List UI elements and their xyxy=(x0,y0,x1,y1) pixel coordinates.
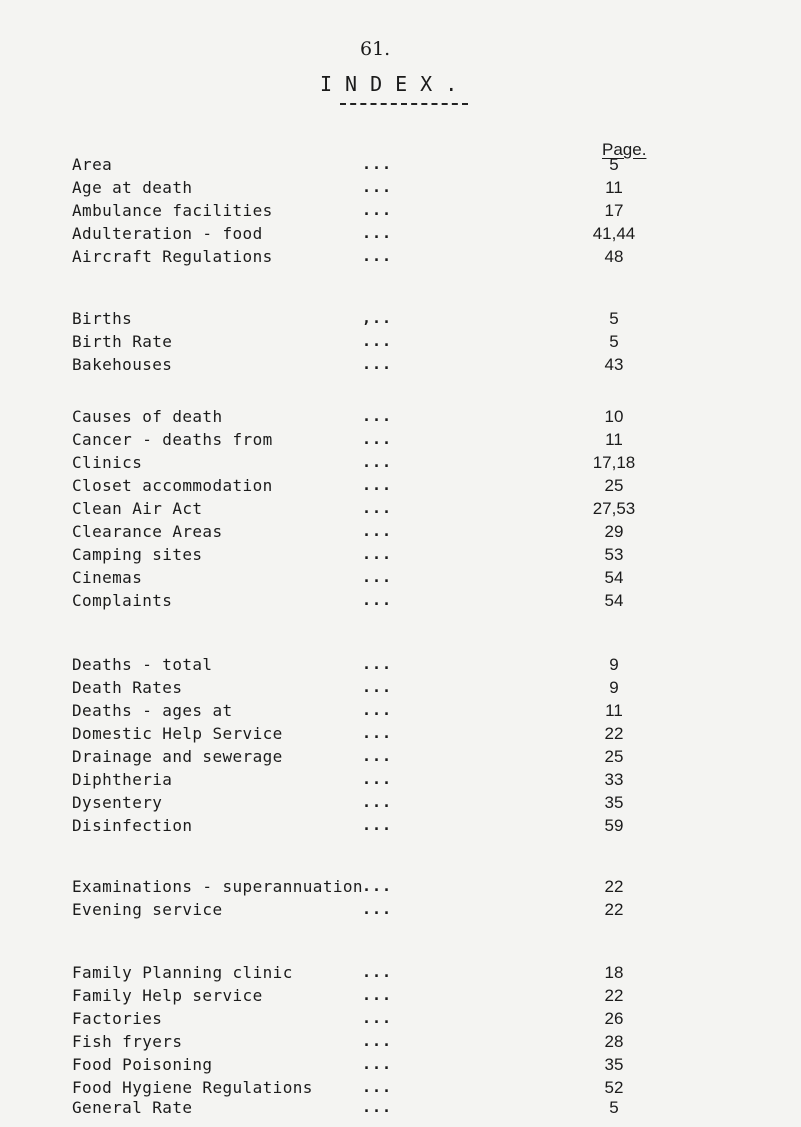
entry-page-number: 22 xyxy=(604,877,624,896)
index-entry xyxy=(0,816,801,838)
leader-dots: ... xyxy=(362,407,393,425)
entry-page-number: 5 xyxy=(609,332,619,351)
entry-page-number: 22 xyxy=(604,900,624,919)
entry-label: Age at death xyxy=(72,178,193,197)
leader-dots: ... xyxy=(362,655,393,673)
entry-label: Deaths - total xyxy=(72,655,213,674)
entry-page-number: 17 xyxy=(604,201,624,220)
entry-label: Examinations - superannuation xyxy=(72,877,363,896)
leader-dots: ... xyxy=(362,793,393,811)
index-title: INDEX. xyxy=(320,72,471,96)
entry-page-number: 48 xyxy=(604,247,624,266)
leader-dots: ... xyxy=(362,1032,393,1050)
entry-label: Fish fryers xyxy=(72,1032,183,1051)
leader-dots: ... xyxy=(362,701,393,719)
entry-page-number: 5 xyxy=(609,309,619,328)
entry-page-number: 11 xyxy=(605,178,623,197)
leader-dots: ... xyxy=(362,430,393,448)
page-column-header: Page. xyxy=(602,140,647,159)
entry-label: Closet accommodation xyxy=(72,476,273,495)
leader-dots: ,.. xyxy=(362,309,393,327)
index-entry xyxy=(0,476,801,498)
entry-page-number: 11 xyxy=(605,430,623,449)
leader-dots: ... xyxy=(362,724,393,742)
entry-label: Ambulance facilities xyxy=(72,201,273,220)
entry-label: Clearance Areas xyxy=(72,522,223,541)
index-entry xyxy=(0,309,801,331)
entry-label: Deaths - ages at xyxy=(72,701,233,720)
leader-dots: ... xyxy=(362,178,393,196)
entry-page-number: 59 xyxy=(604,816,624,835)
leader-dots: ... xyxy=(362,355,393,373)
entry-label: Cancer - deaths from xyxy=(72,430,273,449)
entry-page-number: 53 xyxy=(604,545,624,564)
leader-dots: ... xyxy=(362,770,393,788)
index-entry xyxy=(0,247,801,269)
index-entry xyxy=(0,963,801,985)
entry-page-number: 28 xyxy=(604,1032,624,1051)
leader-dots: ... xyxy=(362,963,393,981)
index-entry xyxy=(0,499,801,521)
index-entry xyxy=(0,155,801,177)
entry-label: Disinfection xyxy=(72,816,193,835)
index-entry xyxy=(0,201,801,223)
entry-label: Death Rates xyxy=(72,678,183,697)
leader-dots: ... xyxy=(362,747,393,765)
index-entry xyxy=(0,545,801,567)
leader-dots: ... xyxy=(362,522,393,540)
entry-label: Family Help service xyxy=(72,986,263,1005)
leader-dots: ... xyxy=(362,224,393,242)
index-entry xyxy=(0,678,801,700)
index-entry xyxy=(0,655,801,677)
index-entry xyxy=(0,568,801,590)
entry-page-number: 5 xyxy=(609,155,619,174)
entry-label: Evening service xyxy=(72,900,223,919)
entry-label: General Rate xyxy=(72,1098,193,1117)
entry-label: Domestic Help Service xyxy=(72,724,283,743)
entry-label: Birth Rate xyxy=(72,332,173,351)
entry-page-number: 27,53 xyxy=(592,499,636,518)
index-entry xyxy=(0,407,801,429)
entry-page-number: 17,18 xyxy=(592,453,636,472)
entry-label: Camping sites xyxy=(72,545,203,564)
index-entry xyxy=(0,1032,801,1054)
index-entry xyxy=(0,1078,801,1100)
index-entry xyxy=(0,332,801,354)
entry-label: Drainage and sewerage xyxy=(72,747,283,766)
entry-label: Adulteration - food xyxy=(72,224,263,243)
leader-dots: ... xyxy=(362,1098,393,1116)
entry-label: Clean Air Act xyxy=(72,499,203,518)
entry-page-number: 11 xyxy=(605,701,623,720)
entry-page-number: 29 xyxy=(604,522,624,541)
leader-dots: ... xyxy=(362,1009,393,1027)
leader-dots: ... xyxy=(362,247,393,265)
entry-page-number: 54 xyxy=(604,568,624,587)
index-entry xyxy=(0,900,801,922)
index-entry xyxy=(0,1098,801,1120)
entry-label: Food Hygiene Regulations xyxy=(72,1078,313,1097)
leader-dots: ... xyxy=(362,1078,393,1096)
index-entry xyxy=(0,724,801,746)
leader-dots: ... xyxy=(362,201,393,219)
index-entry xyxy=(0,1009,801,1031)
entry-label: Family Planning clinic xyxy=(72,963,293,982)
index-entry xyxy=(0,701,801,723)
leader-dots: ... xyxy=(362,816,393,834)
entry-page-number: 35 xyxy=(604,793,624,812)
entry-label: Aircraft Regulations xyxy=(72,247,273,266)
entry-page-number: 26 xyxy=(604,1009,624,1028)
entry-page-number: 5 xyxy=(609,1098,619,1117)
entry-label: Causes of death xyxy=(72,407,223,426)
entry-page-number: 33 xyxy=(604,770,624,789)
entry-page-number: 35 xyxy=(604,1055,624,1074)
entry-page-number: 25 xyxy=(604,476,624,495)
leader-dots: ... xyxy=(362,155,393,173)
entry-label: Dysentery xyxy=(72,793,163,812)
index-entry xyxy=(0,747,801,769)
entry-label: Food Poisoning xyxy=(72,1055,213,1074)
entry-page-number: 9 xyxy=(609,678,619,697)
entry-page-number: 54 xyxy=(604,591,624,610)
index-entry xyxy=(0,430,801,452)
entry-page-number: 22 xyxy=(604,986,624,1005)
entry-page-number: 9 xyxy=(609,655,619,674)
index-entry xyxy=(0,591,801,613)
index-entry xyxy=(0,355,801,377)
leader-dots: ... xyxy=(362,591,393,609)
index-entry xyxy=(0,178,801,200)
entry-page-number: 25 xyxy=(604,747,624,766)
entry-page-number: 52 xyxy=(604,1078,624,1097)
entry-label: Complaints xyxy=(72,591,173,610)
entry-page-number: 41,44 xyxy=(592,224,636,243)
leader-dots: ... xyxy=(362,986,393,1004)
index-entry xyxy=(0,770,801,792)
entry-label: Factories xyxy=(72,1009,163,1028)
entry-page-number: 10 xyxy=(604,407,624,426)
leader-dots: ... xyxy=(362,568,393,586)
entry-page-number: 18 xyxy=(604,963,624,982)
index-entry xyxy=(0,986,801,1008)
entry-page-number: 43 xyxy=(604,355,624,374)
index-entry xyxy=(0,1055,801,1077)
leader-dots: ... xyxy=(362,900,393,918)
leader-dots: ... xyxy=(362,877,393,895)
leader-dots: ... xyxy=(362,678,393,696)
index-entry xyxy=(0,453,801,475)
entry-label: Area xyxy=(72,155,113,174)
index-entry xyxy=(0,522,801,544)
index-entry xyxy=(0,224,801,246)
leader-dots: ... xyxy=(362,1055,393,1073)
entry-page-number: 22 xyxy=(604,724,624,743)
leader-dots: ... xyxy=(362,453,393,471)
entry-label: Clinics xyxy=(72,453,143,472)
leader-dots: ... xyxy=(362,332,393,350)
entry-label: Cinemas xyxy=(72,568,143,587)
entry-label: Bakehouses xyxy=(72,355,173,374)
leader-dots: ... xyxy=(362,545,393,563)
index-entry xyxy=(0,877,801,899)
page-number: 61. xyxy=(360,38,391,60)
entry-label: Births xyxy=(72,309,133,328)
leader-dots: ... xyxy=(362,476,393,494)
index-entry xyxy=(0,793,801,815)
entry-label: Diphtheria xyxy=(72,770,173,789)
leader-dots: ... xyxy=(362,499,393,517)
